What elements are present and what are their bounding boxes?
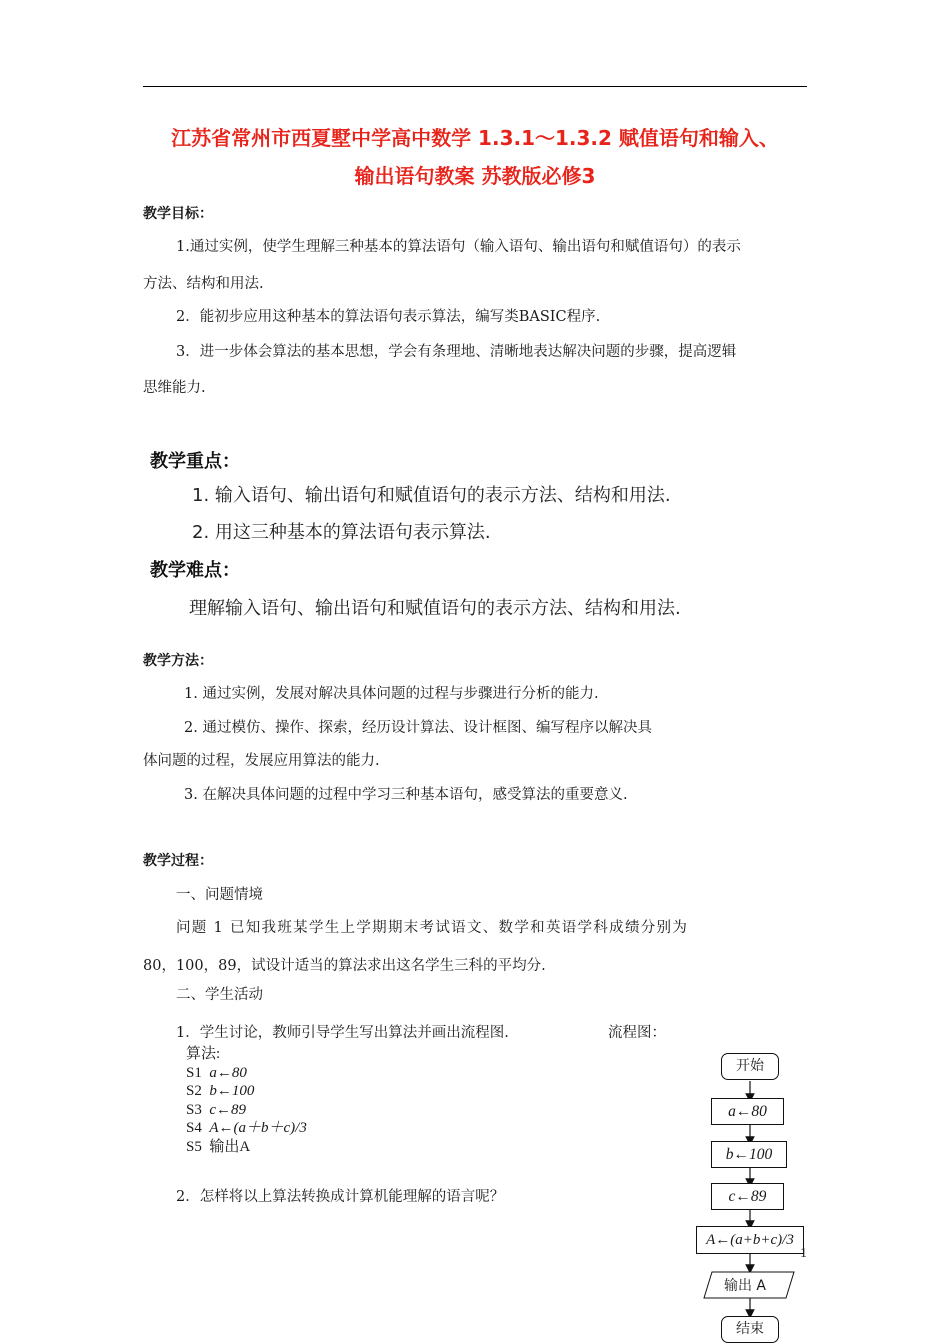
document-title-line2: 输出语句教案 苏教版必修3	[354, 164, 596, 188]
algorithm-block	[186, 1045, 307, 1156]
step-number: S4	[186, 1120, 202, 1136]
key-point-2: 2. 用这三种基本的算法语句表示算法.	[192, 522, 491, 543]
document-title-line1: 江苏省常州市西夏墅中学高中数学 1.3.1～1.3.2 赋值语句和输入、	[171, 126, 779, 150]
difficulty-1: 理解输入语句、输出语句和赋值语句的表示方法、结构和用法.	[189, 598, 681, 619]
objective-3-line1: 3．进一步体会算法的基本思想，学会有条理地、清晰地表达解决问题的步骤，提高逻辑	[176, 344, 737, 360]
step-code: A←(a＋b＋c)/3	[209, 1120, 307, 1136]
activity-1: 1．学生讨论，教师引导学生写出算法并画出流程图.	[176, 1025, 509, 1041]
flowchart-label: 流程图：	[608, 1025, 666, 1041]
method-1: 1. 通过实例，发展对解决具体问题的过程与步骤进行分析的能力.	[184, 686, 599, 702]
algorithm-step-5	[186, 1138, 307, 1157]
step-number: S1	[186, 1064, 202, 1081]
flow-step-c: c←89	[711, 1183, 784, 1210]
objective-2: 2．能初步应用这种基本的算法语句表示算法，编写类BASIC程序.	[176, 309, 601, 325]
objective-1-line1: 1.通过实例，使学生理解三种基本的算法语句（输入语句、输出语句和赋值语句）的表示	[176, 239, 741, 255]
objective-3-line2: 思维能力.	[143, 380, 206, 396]
step-number: S2	[186, 1083, 202, 1099]
key-point-1: 1. 输入语句、输出语句和赋值语句的表示方法、结构和用法.	[192, 485, 671, 506]
flow-step-average: A←(a+b+c)/3	[696, 1226, 804, 1254]
step-code: 输出A	[209, 1138, 251, 1155]
algorithm-step-1	[186, 1064, 307, 1083]
step-number: S5	[186, 1138, 202, 1155]
flow-step-b: b←100	[711, 1141, 787, 1168]
algorithm-step-3	[186, 1101, 307, 1120]
flow-output: 输出 A	[723, 1278, 767, 1294]
flow-start: 开始	[721, 1053, 779, 1080]
flow-step-a: a←80	[711, 1098, 784, 1125]
section-1-heading: 一、问题情境	[176, 887, 263, 903]
section-2-heading: 二、学生活动	[176, 987, 263, 1003]
problem-1-line2: 80，100，89，试设计适当的算法求出这名学生三科的平均分.	[143, 958, 546, 974]
method-2-line2: 体问题的过程，发展应用算法的能力.	[143, 753, 380, 769]
activity-2: 2．怎样将以上算法转换成计算机能理解的语言呢？	[176, 1189, 505, 1205]
algorithm-step-2	[186, 1082, 307, 1101]
process-heading: 教学过程：	[143, 853, 213, 869]
method-2-line1: 2. 通过模仿、操作、探索，经历设计算法、设计框图、编写程序以解决具	[184, 720, 652, 736]
objectives-heading: 教学目标：	[143, 206, 213, 222]
page-number: 1	[800, 1246, 807, 1261]
step-number: S3	[186, 1101, 202, 1118]
algorithm-step-4	[186, 1119, 307, 1138]
step-code: c←89	[209, 1101, 247, 1118]
step-code: b←100	[209, 1083, 255, 1099]
flow-end: 结束	[721, 1316, 779, 1343]
step-code: a←80	[209, 1064, 247, 1081]
key-points-heading: 教学重点：	[150, 451, 240, 472]
method-3: 3. 在解决具体问题的过程中学习三种基本语句，感受算法的重要意义.	[184, 787, 628, 803]
algorithm-label: 算法:	[186, 1046, 221, 1062]
objective-1-line2: 方法、结构和用法.	[143, 276, 264, 292]
header-rule	[143, 86, 807, 87]
difficulties-heading: 教学难点：	[150, 560, 240, 581]
problem-1-line1: 问题 1 已知我班某学生上学期期末考试语文、数学和英语学科成绩分别为	[176, 920, 689, 936]
methods-heading: 教学方法：	[143, 653, 213, 669]
